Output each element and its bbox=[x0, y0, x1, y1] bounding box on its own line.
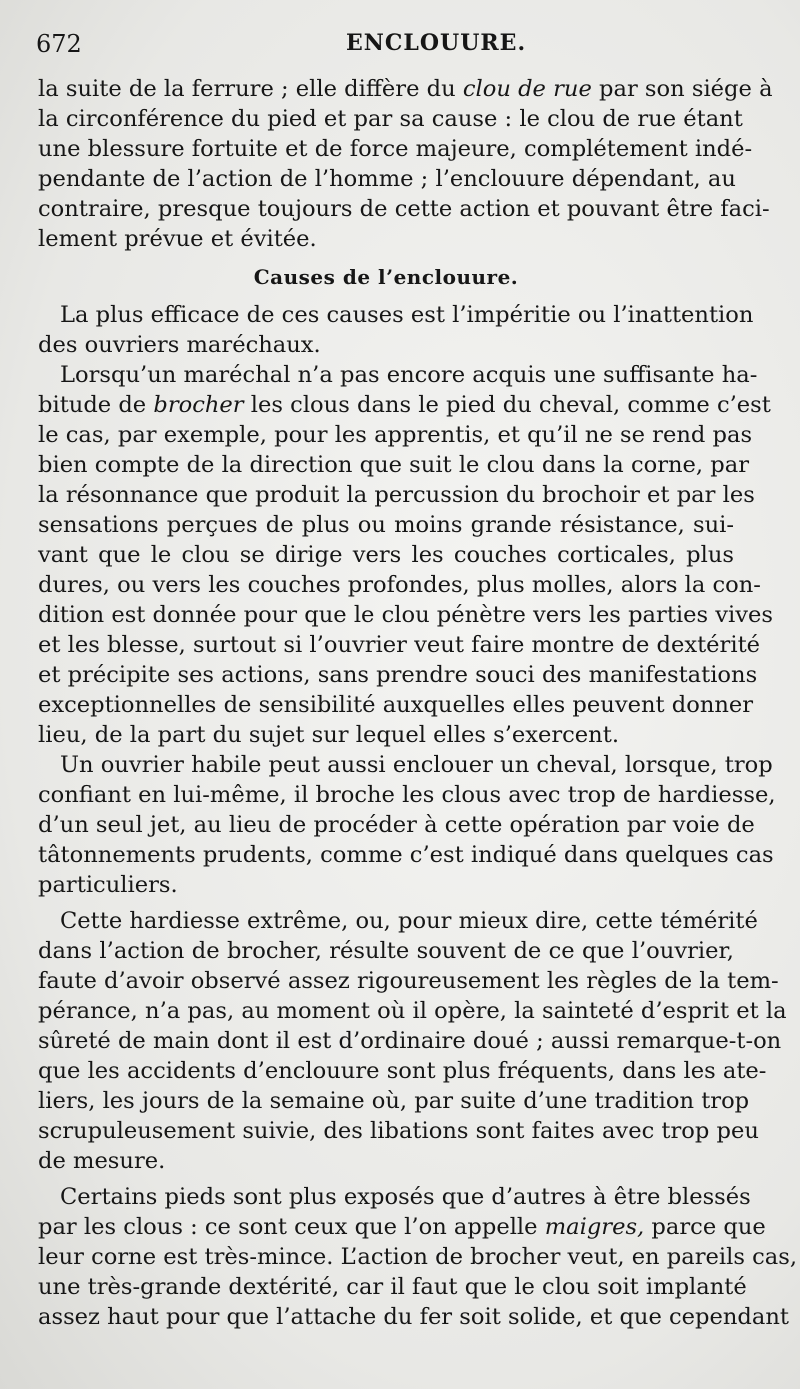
text-line: sensations perçues de plus ou moins grande résistance, sui- bbox=[38, 512, 734, 538]
text-line: scrupuleusement suivie, des libations sont faites avec trop peu bbox=[38, 1118, 759, 1144]
text-line: exceptionnelles de sensibilité auxquelles elles peuvent donner bbox=[38, 692, 754, 718]
text-line: et précipite ses actions, sans prendre souci des manifestations bbox=[38, 662, 758, 688]
text-line: sûreté de main dont il est d’ordinaire doué ; aussi remarque-t-on bbox=[38, 1028, 782, 1054]
text-line: Lorsqu’un maréchal n’a pas encore acquis une suffisante ha- bbox=[60, 362, 758, 388]
text-line: dition est donnée pour que le clou pénètre vers les parties vives bbox=[38, 602, 773, 628]
section-heading: Causes de l’enclouure. bbox=[253, 265, 519, 289]
text-line: la suite de la ferrure ; elle diffère du clou de rue par son siége à bbox=[38, 76, 773, 102]
text-line: une blessure fortuite et de force majeure, complétement indé- bbox=[38, 136, 753, 162]
text-line: Certains pieds sont plus exposés que d’autres à être blessés bbox=[60, 1184, 751, 1210]
text-line: et les blesse, surtout si l’ouvrier veut faire montre de dextérité bbox=[38, 632, 761, 658]
text-line: la circonférence du pied et par sa cause : le clou de rue étant bbox=[38, 106, 743, 132]
text-line: par les clous : ce sont ceux que l’on appelle maigres, parce que bbox=[38, 1214, 766, 1240]
text-line: Cette hardiesse extrême, ou, pour mieux dire, cette témérité bbox=[60, 908, 758, 934]
text-line: lieu, de la part du sujet sur lequel elles s’exercent. bbox=[38, 722, 619, 748]
page-header bbox=[36, 30, 764, 62]
text-line: bitude de brocher les clous dans le pied du cheval, comme c’est bbox=[38, 392, 771, 418]
text-line: la résonnance que produit la percussion du brochoir et par les bbox=[38, 482, 755, 508]
running-head: ENCLOUURE. bbox=[346, 30, 527, 56]
text-line: le cas, par exemple, pour les apprentis, et qu’il ne se rend pas bbox=[38, 422, 753, 448]
text-line: d’un seul jet, au lieu de procéder à cette opération par voie de bbox=[38, 812, 755, 838]
text-line: particuliers. bbox=[38, 872, 178, 898]
text-line: bien compte de la direction que suit le clou dans la corne, par bbox=[38, 452, 750, 478]
text-line: faute d’avoir observé assez rigoureusement les règles de la tem- bbox=[38, 968, 779, 994]
text-line: pendante de l’action de l’homme ; l’enclouure dépendant, au bbox=[38, 166, 736, 192]
text-line: une très-grande dextérité, car il faut que le clou soit implanté bbox=[38, 1274, 747, 1300]
text-line: confiant en lui-même, il broche les clous avec trop de hardiesse, bbox=[38, 782, 776, 808]
text-line: pérance, n’a pas, au moment où il opère, la sainteté d’esprit et la bbox=[38, 998, 787, 1024]
body-text bbox=[38, 74, 798, 1332]
text-line: contraire, presque toujours de cette action et pouvant être faci- bbox=[38, 196, 770, 222]
page-number: 672 bbox=[36, 30, 82, 58]
text-line: leur corne est très-mince. L’action de brocher veut, en pareils cas, bbox=[38, 1244, 798, 1270]
text-line: dures, ou vers les couches profondes, plus molles, alors la con- bbox=[38, 572, 761, 598]
text-line: assez haut pour que l’attache du fer soit solide, et que cependant bbox=[38, 1304, 789, 1330]
text-line: vant que le clou se dirige vers les couches corticales, plus bbox=[38, 542, 734, 568]
text-line: des ouvriers maréchaux. bbox=[38, 332, 321, 358]
text-line: que les accidents d’enclouure sont plus fréquents, dans les ate- bbox=[38, 1058, 767, 1084]
text-line: Un ouvrier habile peut aussi enclouer un cheval, lorsque, trop bbox=[60, 752, 773, 778]
text-line: de mesure. bbox=[38, 1148, 166, 1174]
text-line: La plus efficace de ces causes est l’impéritie ou l’inattention bbox=[60, 302, 754, 328]
text-line: dans l’action de brocher, résulte souvent de ce que l’ouvrier, bbox=[38, 938, 734, 964]
text-line: liers, les jours de la semaine où, par suite d’une tradition trop bbox=[38, 1088, 750, 1114]
text-line: lement prévue et évitée. bbox=[38, 226, 317, 252]
text-line: tâtonnements prudents, comme c’est indiqué dans quelques cas bbox=[38, 842, 774, 868]
